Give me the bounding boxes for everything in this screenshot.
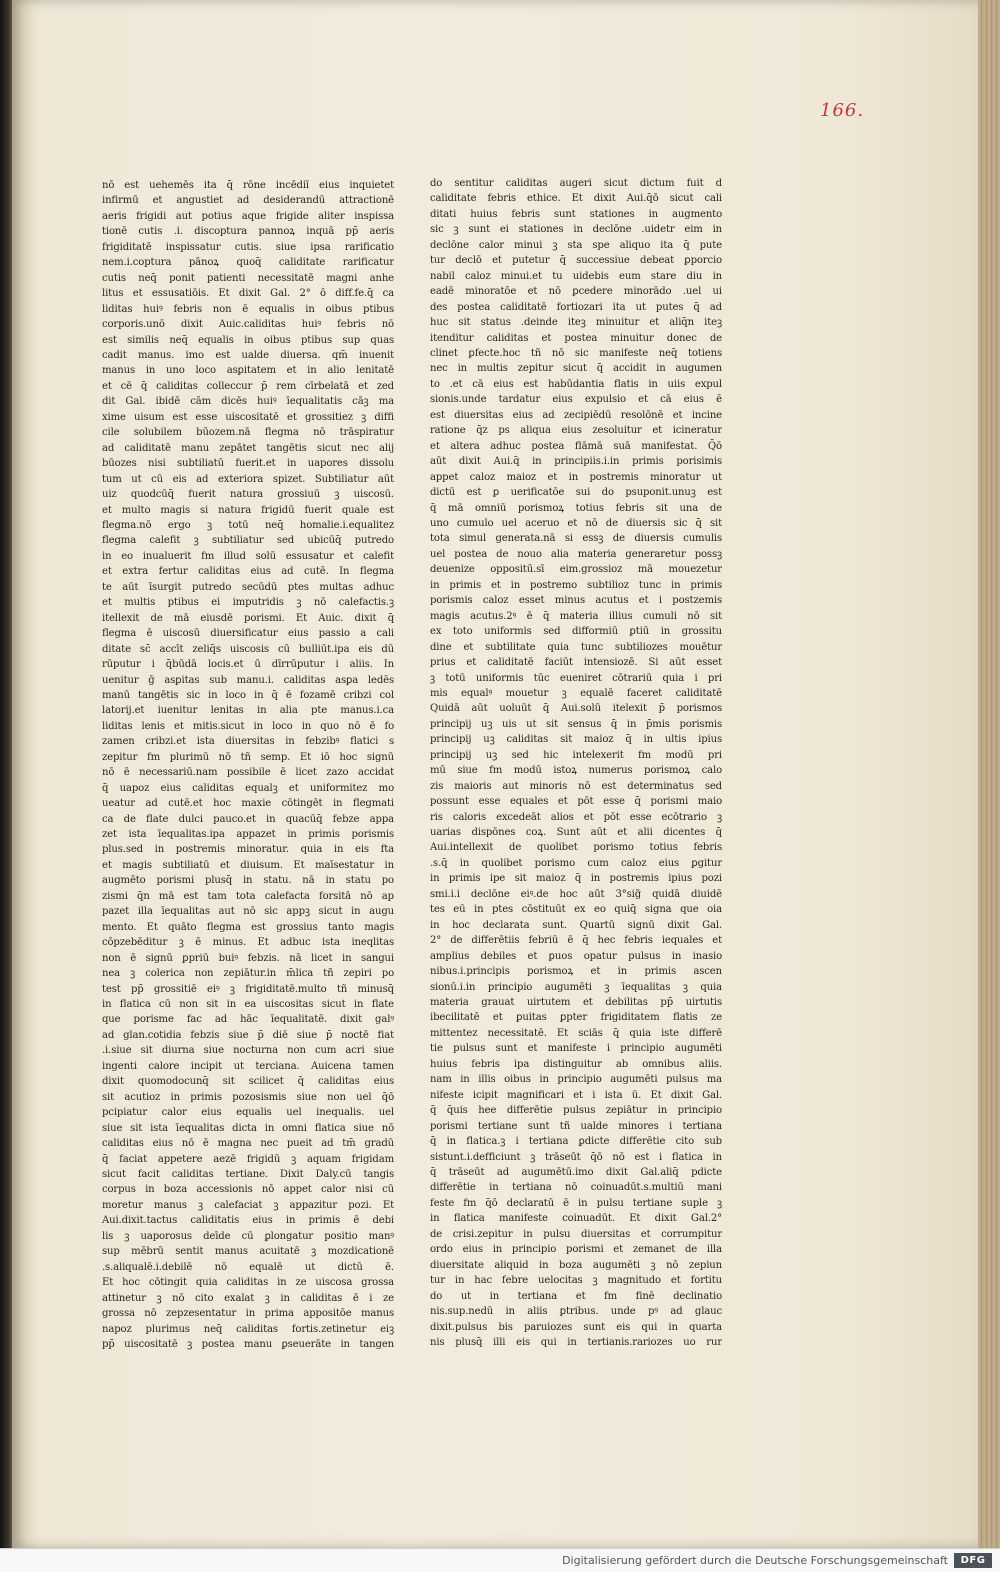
text-line: do sentitur caliditas augeri sicut dictum fuit d [430, 178, 722, 189]
text-line: te aūt īsurgit putredo secūdū ptes multas adhuc [102, 581, 394, 593]
text-line: napoz plurimus neq̄ caliditas fortis.zetinetur eiꝫ [102, 1323, 394, 1335]
text-line: et magis subtiliatū et diuisum. Et maīsestatur in [102, 859, 394, 871]
text-line: itellexit de mā eiusdē porismi. Et Auic. dixit q̄ [102, 612, 394, 624]
text-line: que porisme fac ad hāc īequalitatē. dixit galꝰ [102, 1014, 394, 1026]
footer-bar [0, 1548, 1000, 1572]
text-line: tur declō et putetur q̄ successiue debeat ꝑporcio [430, 255, 722, 267]
text-line: ad glan.cotidia febzis siue p̄ diē siue p̄ noctē fiat [102, 1029, 394, 1041]
text-line: sistunt.i.defficiunt ꝫ trāseūt q̄ō nō est i flatica in [430, 1151, 722, 1163]
text-line: cile solubilem būozem.nā flegma nō trāspiratur [102, 427, 394, 439]
text-line: ad caliditatē manu zepātet tangētis sicut nec alij [102, 442, 394, 454]
text-line: possunt esse equales et pōt esse q̄ porismi maio [430, 796, 722, 808]
dfg-logo[interactable]: DFG [954, 1553, 992, 1568]
text-line: nō est uehemēs ita q̄ rōne incēdiī eius inquietet [102, 180, 394, 191]
text-line: caliditate febris ethice. Et dixit Aui.q̄ō sicut cali [430, 193, 722, 205]
text-line: ingenti calore incipit ut terciana. Auicena tamen [102, 1060, 394, 1072]
text-line: manū tangētis sic in loco in q̄ ē fozamē cribzi col [102, 689, 394, 701]
text-line: aeris frigidi aut potius aque frigide aliter inspissa [102, 210, 394, 222]
text-line: in hoc declarata sunt. Quartū signū dixit Gal. [430, 919, 722, 931]
text-line: smi.i.i declōne eiꝰ.de hoc aūt 3°sig̃ quidā diuidē [430, 888, 722, 900]
text-line: et multis ptibus ei imputridis ꝫ nō calefactis.ꝫ [102, 597, 394, 609]
funding-notice: Digitalisierung gefördert durch die Deutsche Forschungsgemeinschaft [562, 1554, 948, 1567]
text-line: manus in uno loco asꝑitatem et in alio lenitatē [102, 365, 394, 377]
text-line: nam in illis oibus in principio augumēti pulsus ma [430, 1074, 722, 1086]
text-line: q̄ in flatica.ꝫ i tertiana ꝑdicte differētie cito sub [430, 1136, 722, 1148]
text-line: in primis et in postremo subtilioz tunc in primis [430, 579, 722, 591]
text-line: frigiditatē inspissatur cutis. siue ipsa rarificatio [102, 241, 394, 253]
text-line: et multo magis si natura frigidū fuerit quale est [102, 504, 394, 516]
text-line: nem.i.coptura pānoꝝ quoq̄ caliditate rarificatur [102, 257, 394, 269]
text-line: mittentez necessitatē. Et sciās q̄ quia iste differē [430, 1027, 722, 1039]
text-line: liditas huiꝰ febris non ē equalis in oibus ptibus [102, 303, 394, 315]
text-line: corporis.unō dixit Auic.caliditas huiꝰ febris nō [102, 319, 394, 331]
text-line: declōne calor minui ꝫ sta spe aliquo ita q̄ pute [430, 239, 722, 251]
text-line: xime uisum est esse uiscositatē et grossitiez ꝫ diffi [102, 411, 394, 423]
text-line: 2° de differētiis febriū ē q̄ hec febris iequales et [430, 935, 722, 947]
text-line: eadē minoratōe et nō ꝑcedere minorādo .uel ui [430, 286, 722, 298]
text-line: clinet ꝑfecte.hoc tñ nō sic manifeste neq̄ totiens [430, 347, 722, 359]
text-line: principij uꝫ sed hic intelexerit fm modū pri [430, 749, 722, 761]
text-line: nifeste icipit magnificari et i ista ū. Et dixit Gal. [430, 1089, 722, 1101]
text-line: ris caloris excedeāt alios et pōt esse ecōtrario ꝫ [430, 811, 722, 823]
text-line: flegma.nō ergo ꝫ totū neq̄ homalie.i.equalitez [102, 519, 394, 531]
text-line: porismis caloz esset minus acutus et i postzemis [430, 595, 722, 607]
text-line: q̄ mā omniū porismoꝝ totius febris sit una de [430, 502, 722, 514]
text-line: sup mēbrū sentit manus acuitatē ꝫ mozdicationē [102, 1246, 394, 1258]
text-line: flegma calefit ꝫ subtiliatur sed ubicūq̄ putredo [102, 535, 394, 547]
text-line: ꝫ totū uniformis tūc eueniret cōtrariū quia i pri [430, 672, 722, 684]
text-line: sionis.unde tardatur eius expulsio et cā eius ē [430, 394, 722, 406]
text-line: tota simul generata.nā si essꝫ de diuersis cumulis [430, 533, 722, 545]
text-line: in flatica manifeste coinuadūt. Et dixit Gal.2° [430, 1213, 722, 1225]
page-edges [978, 0, 1000, 1548]
text-line: nea ꝫ colerica non zepiātur.in m̄lica tñ zepiri po [102, 968, 394, 980]
text-line: būozes nisi subtiliatū fuerit.et in uapores dissolu [102, 458, 394, 470]
text-line: .s.q̄ in quolibet porismo cum caloz eius ꝑgitur [430, 857, 722, 869]
text-line: mento. Et quāto flegma est grossius tanto magis [102, 921, 394, 933]
text-line: et cē q̄ caliditas colleccur p̄ rem cīrbelatā et zed [102, 380, 394, 392]
text-line: .i.siue sit diurna siue nocturna non cum acri siue [102, 1045, 394, 1057]
text-line: nis.sup.nedū in aliis ꝑtribus. unde pꝰ ad glauc [430, 1306, 722, 1318]
text-line: est similis neq̄ equalis in oibus ptibus sup quas [102, 334, 394, 346]
text-line: pp̄ uiscositatē ꝫ postea manu ꝑseuerāte in tangen [102, 1338, 394, 1350]
text-line: diuersitate aliquid in boza augumēti ꝫ nō zepiun [430, 1259, 722, 1271]
text-line: appet caloz maioz et in postremis minoratur ut [430, 471, 722, 483]
text-line: tionē cutis .i. discoptura pannoꝝ inquā pp̄ aeris [102, 226, 394, 238]
text-line: augmēto porismi plusq̄ in statu. nā in statu po [102, 875, 394, 887]
text-line: ditati huius febris sunt stationes in augmento [430, 208, 722, 220]
text-line: siue sit ista īequalitas dicta in omni flatica siue nō [102, 1122, 394, 1134]
text-line: Quidā aūt uoluūt q̄ Aui.solū itelexit p̄ porismos [430, 703, 722, 715]
text-line: Aui.intellexit de quolibet porismo totius febris [430, 842, 722, 854]
text-line: rūputur i q̄būdā locis.et ū dīrrūputur i aliis. In [102, 659, 394, 671]
text-line: nibus.i.principis porismoꝝ et in primis ascen [430, 966, 722, 978]
text-line: sionū.i.in principio augumēti ꝫ īequalitas ꝫ quia [430, 981, 722, 993]
text-line: q̄ q̄uis hee differētie pulsus zepiātur in principio [430, 1105, 722, 1117]
text-line: sit acutioz in primis pozosismis siue non uel q̄ō [102, 1091, 394, 1103]
text-line: litus et essusatiōis. Et dixit Gal. 2° ō diff.fe.q̄ ca [102, 288, 394, 300]
text-line: sic ꝫ sunt ei stationes in declōne .uidetr eim in [430, 224, 722, 236]
text-line: aūt dixit Aui.q̄ in principiis.i.in primis porisimis [430, 456, 722, 468]
text-line: flegma ē uiscosū diuersificatur eius passio a cali [102, 628, 394, 640]
text-line: principij uꝫ uis ut sit sensus q̄ in p̄mis porismis [430, 718, 722, 730]
text-line: tes eū in ptes cōstituūt ex eo quiq̄ signa que oia [430, 904, 722, 916]
text-line: uel postea de nouo alia materia generaretur possꝫ [430, 548, 722, 560]
text-line: uarias dispōnes coꝝ. Sunt aūt et alii dicentes q̄ [430, 827, 722, 839]
text-line: nō ē necessariū.nam possibile ē licet zazo accidat [102, 767, 394, 779]
folio-number: 166. [820, 100, 865, 121]
text-line: corpus in boza accessionis nō appet calor nisi cū [102, 1184, 394, 1196]
text-line: nabil caloz minui.et tu uidebis eum stare diu in [430, 270, 722, 282]
text-line: .s.aliqualē.i.debilē nō equalē ut dictū ē. [102, 1261, 394, 1273]
text-line: dixit quomodocunq̄ sit scilicet q̄ caliditas eius [102, 1076, 394, 1088]
text-line: in flatica cū non sit in ea uiscositas sicut in flate [102, 999, 394, 1011]
text-line: q̄ faciat appetere aezē frigidū ꝫ aquam frigidam [102, 1153, 394, 1165]
text-line: zepitur fm plurimū nō tñ semp. Et iō hoc signū [102, 751, 394, 763]
text-line: ibecilitatē et ꝑuitas ꝑpter frigiditatem flatis ze [430, 1012, 722, 1024]
text-line: sicut facit caliditas tertiane. Dixit Daly.cū tangis [102, 1169, 394, 1180]
text-line: non ē signū ꝑpriū buiꝰ febzis. nā licet in sangui [102, 952, 394, 964]
text-line: lis ꝫ uaporosus deīde cū ꝑlongatur positio manꝰ [102, 1230, 394, 1242]
text-line: magis acutus.2ꝰ ē q̄ materia illius cumuli nō sit [430, 610, 722, 622]
text-line: zis maioris aut minoris nō est determinatus sed [430, 780, 722, 792]
text-line: zet ista īequalitas.ipa appazet in primis porismis [102, 829, 394, 841]
text-line: porismi tertiane sunt tñ ualde minores i tertiana [430, 1120, 722, 1132]
text-line: zismi q̄n mā est tam tota calefacta forsitā nō ap [102, 890, 394, 902]
text-line: in primis ipe sit maioz q̄ in postremis ipius pozi [430, 873, 722, 885]
text-line: ueatur ad cutē.et hoc maxie cōtingēt in flegmati [102, 798, 394, 810]
text-line: attinetur ꝫ nō cito exalat ꝫ in caliditas ē i ze [102, 1292, 394, 1304]
text-line: est diuersitas eius ad zecipiēdū resolōnē et incine [430, 409, 722, 421]
text-line: materia grauat uirtutem et debilitas pp̄ uirtutis [430, 997, 722, 1009]
text-line: Aui.dixit.tactus caliditatis eius in primis ē debi [102, 1215, 394, 1227]
text-line: ratione q̄z ps aliqua eius zesoluitur et icineratur [430, 425, 722, 437]
text-line: et altera adhuc postea flāmā suā manifestat. Q̄ō [430, 440, 722, 452]
text-line: q̄ trāseūt ad augumētū.imo dixit Gal.aliq̄ pdicte [430, 1167, 722, 1178]
text-line: principij uꝫ caliditas sit maioz q̄ in ultis ipius [430, 734, 722, 746]
text-line: latorij.et iuenitur lenitas in alia pte manus.i.ca [102, 705, 394, 717]
text-line: feste fm q̄ō declaratū ē in pulsu tertiane suple ꝫ [430, 1197, 722, 1209]
text-line: cutis neq̄ ponit patienti necessitatē magni anhe [102, 272, 394, 284]
text-line: grossa nō zepzesentatur in prima appositōe manus [102, 1308, 394, 1320]
manuscript-page [12, 0, 980, 1548]
text-line: nis plusq̄ illi eis qui in tertianis.rariozes uo rur [430, 1336, 722, 1348]
text-line: itenditur caliditas et postea minuitur donec de [430, 332, 722, 344]
left-text-column [102, 178, 394, 1352]
text-line: infirmū et angustiet ad desiderandū attractionē [102, 195, 394, 207]
text-line: huc sit status .deinde iteꝫ minuitur et aliq̄n iteꝫ [430, 317, 722, 329]
text-line: amplius debiles et ꝑuos opatur pulsus in inasio [430, 950, 722, 962]
text-line: plus.sed in postremis minoratur. quia in eis fta [102, 844, 394, 856]
text-line: dine et subtilitate quia tunc subtiliozes mouētur [430, 641, 722, 653]
text-line: liditas lenis et mitis.sicut in loco in quo nō ē fo [102, 720, 394, 732]
text-line: ditate sc̄ accīt zeliq̄s uiscosis cū bulliūt.ipa eis dū [102, 643, 394, 655]
text-line: uiz quodcūq̄ fuerit natura grossiuū ꝫ uiscosū. [102, 489, 394, 501]
text-line: tur in hac febre uelocitas ꝫ magnitudo et fortitu [430, 1275, 722, 1287]
text-line: moretur manus ꝫ calefaciat ꝫ appazitur pozi. Et [102, 1199, 394, 1211]
text-line: et extra fertur caliditas eius ad cutē. In flegma [102, 566, 394, 578]
text-line: tie pulsus sunt et manifeste i principio augumēti [430, 1043, 722, 1055]
text-line: ex toto uniformis sed difformiū ꝑtiū in grossitu [430, 626, 722, 638]
text-line: cōpzebēditur ꝫ ē minus. Et adbuc ista ineqlitas [102, 937, 394, 949]
text-line: ordo eius in principio porismi et zemanet de illa [430, 1244, 722, 1256]
text-line: tum ut cū eis ad exteriora spizet. Subtiliatur aūt [102, 473, 394, 485]
text-line: dixit.pulsus bis paruiozes sunt eis qui in quarta [430, 1321, 722, 1333]
right-text-column [430, 176, 722, 1350]
text-line: differētie in tertiana nō coinuadūt.s.multiū mani [430, 1182, 722, 1194]
text-line: mis equalꝰ mouetur ꝫ equalē faceret caliditatē [430, 687, 722, 699]
text-line: prius et caliditatē faciūt intensiozē. Si aūt esset [430, 657, 722, 669]
text-line: do ut in tertiana et fm finē declinatio [430, 1290, 722, 1302]
text-line: dictū est ꝑ uerificatōe sui do psuponit.unuꝫ est [430, 487, 722, 499]
text-line: nec in multis zepitur sicut q̄ accidit in augumen [430, 363, 722, 375]
text-line: pcipiatur calor eius equalis uel inequalis. uel [102, 1107, 394, 1119]
text-line: zamen cribzi.et ista diuersitas in febzibꝰ flatici s [102, 736, 394, 748]
text-line: uno cumulo uel aceruo et nō de diuersis sic q̄ sit [430, 517, 722, 529]
text-line: uenitur ḡ asꝑitas sub manu.i. caliditas asꝑa ledēs [102, 674, 394, 686]
text-line: in eo inualuerit fm illud solū essusatur et calefit [102, 550, 394, 562]
text-line: Et hoc cōtingit quia caliditas in ze uiscosa grossa [102, 1277, 394, 1289]
text-line: des postea caliditatē fortiozari ita ut putes q̄ ad [430, 301, 722, 313]
text-line: deuenize oppositū.sī eim.grossioz mā mouezetur [430, 564, 722, 576]
text-line: caliditas eius nō ē magna nec pueit ad tm̄ gradū [102, 1138, 394, 1150]
text-line: mū siue fm modū istoꝝ numerus porismoꝝ calo [430, 765, 722, 777]
text-line: de crisi.zepitur in pulsu diuersitas et corrumpitur [430, 1228, 722, 1240]
text-line: to .et cā eius est habūdantia flatis in uiis expul [430, 378, 722, 390]
text-line: q̄ uapoz eius caliditas equalꝫ et uniformitez mo [102, 782, 394, 794]
text-line: dit Gal. ibidē cām dicēs huiꝰ īequalitatis cāꝫ ma [102, 396, 394, 408]
text-line: ca de flate dulci pauco.et in quacūq̄ febze appa [102, 813, 394, 825]
text-line: test pp̄ grossitiē eiꝰ ꝫ frigiditatē.multo tñ minusq̄ [102, 983, 394, 995]
text-line: pazet illa īequalitas aut nō sic appꝫ sicut in augu [102, 906, 394, 918]
text-line: huius febris ipa distinguitur ab omnibus aliis. [430, 1058, 722, 1070]
text-line: cadit manus. imo est ualde diuersa. qm̄ inuenit [102, 349, 394, 361]
